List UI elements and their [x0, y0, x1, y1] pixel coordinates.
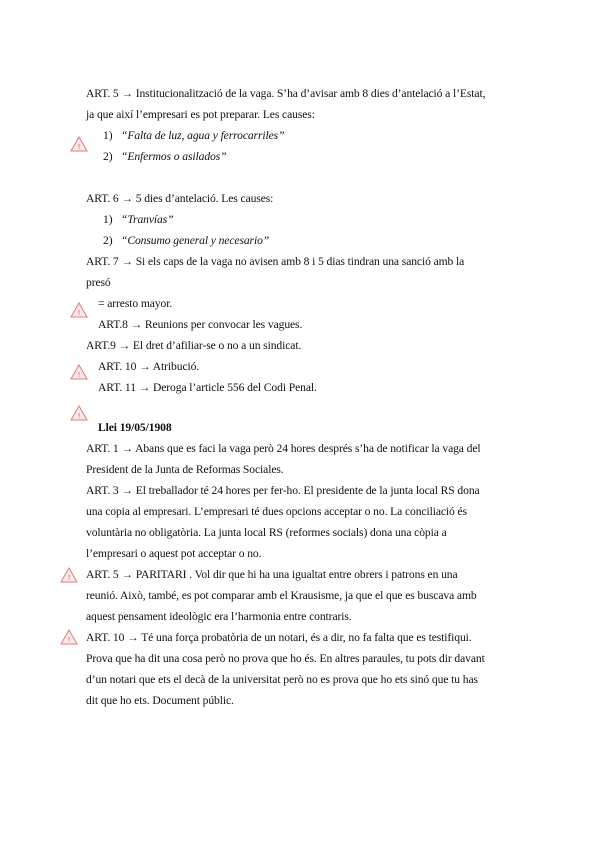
art11-line: ART. 11 → Deroga l’article 556 del Codi Penal. [98, 381, 317, 394]
llei-art10-line3: d’un notari que ets el decà de la universitat però no es prova que ho ets sinó que tu has [86, 673, 478, 686]
list-item [103, 150, 226, 164]
svg-text:!: ! [67, 574, 71, 582]
art8-line: ART.8 → Reunions per convocar les vagues. [98, 318, 303, 331]
list-item [103, 234, 269, 248]
comment-warning-icon[interactable] [70, 364, 90, 382]
list-item [103, 213, 174, 227]
llei-art5-line3: aquest pensament ideològic era l’harmonia entre contraris. [86, 610, 352, 623]
list-number: 2) [103, 234, 113, 247]
llei-art10-line4: dit que ho ets. Document públic. [86, 694, 234, 707]
art5-line1: ART. 5 → Institucionalització de la vaga. S’ha d’avisar amb 8 dies d’antelació a l’Estat, [86, 87, 486, 100]
art6-line1: ART. 6 → 5 dies d’antelació. Les causes: [86, 192, 274, 205]
art9-line: ART.9 → El dret d’afiliar-se o no a un sindicat. [86, 339, 302, 352]
svg-text:!: ! [77, 412, 81, 420]
llei-art1-line2: President de la Junta de Reformas Sociales. [86, 463, 284, 476]
svg-text:!: ! [77, 309, 81, 317]
llei-art5-line2: reunió. Això, també, es pot comparar amb el Krausisme, ja que el que es buscava amb [86, 589, 477, 602]
art5-line2: ja que així l’empresari es pot preparar. Les causes: [86, 108, 315, 121]
comment-warning-icon[interactable] [70, 136, 90, 154]
comment-warning-icon[interactable] [60, 567, 80, 585]
svg-text:!: ! [77, 143, 81, 151]
llei-art3-line3: voluntària no obligatòria. La junta local RS (reformes socials) dona una còpia a [86, 526, 447, 539]
art7-line2: presó [86, 276, 111, 289]
art7-line3: = arresto mayor. [98, 297, 173, 310]
llei-art1-line1: ART. 1 → Abans que es faci la vaga però 24 hores després s’ha de notificar la vaga del [86, 442, 481, 455]
list-text: “Tranvías” [121, 213, 174, 226]
list-item [103, 129, 284, 143]
art10-line: ART. 10 → Atribució. [98, 360, 200, 373]
llei-art3-line1: ART. 3 → El treballador té 24 hores per fer-ho. El presidente de la junta local RS dona [86, 484, 480, 497]
list-text: “Consumo general y necesario” [121, 234, 270, 247]
comment-warning-icon[interactable] [70, 405, 90, 423]
art7-line1: ART. 7 → Si els caps de la vaga no avisen amb 8 i 5 dias tindran una sanció amb la [86, 255, 465, 268]
llei-art5-line1: ART. 5 → PARITARI . Vol dir que hi ha una igualtat entre obrers i patrons en una [86, 568, 458, 581]
llei-art3-line2: una copia al empresari. L’empresari té dues opcions acceptar o no. La conciliació és [86, 505, 468, 518]
llei-title: Llei 19/05/1908 [98, 421, 172, 434]
comment-warning-icon[interactable] [60, 629, 80, 647]
list-number: 2) [103, 150, 113, 163]
llei-art3-line4: l’empresari o aquest pot acceptar o no. [86, 547, 262, 560]
llei-art10-line2: Prova que ha dit una cosa però no prova que ho és. En altres paraules, tu pots dir davant [86, 652, 485, 665]
list-text: “Falta de luz, agua y ferrocarriles” [121, 129, 285, 142]
list-text: “Enfermos o asilados” [121, 150, 227, 163]
list-number: 1) [103, 129, 113, 142]
svg-text:!: ! [77, 371, 81, 379]
llei-art10-line1: ART. 10 → Té una força probatòria de un notari, és a dir, no fa falta que es testifiqui. [86, 631, 472, 644]
list-number: 1) [103, 213, 113, 226]
svg-text:!: ! [67, 636, 71, 644]
comment-warning-icon[interactable] [70, 302, 90, 320]
